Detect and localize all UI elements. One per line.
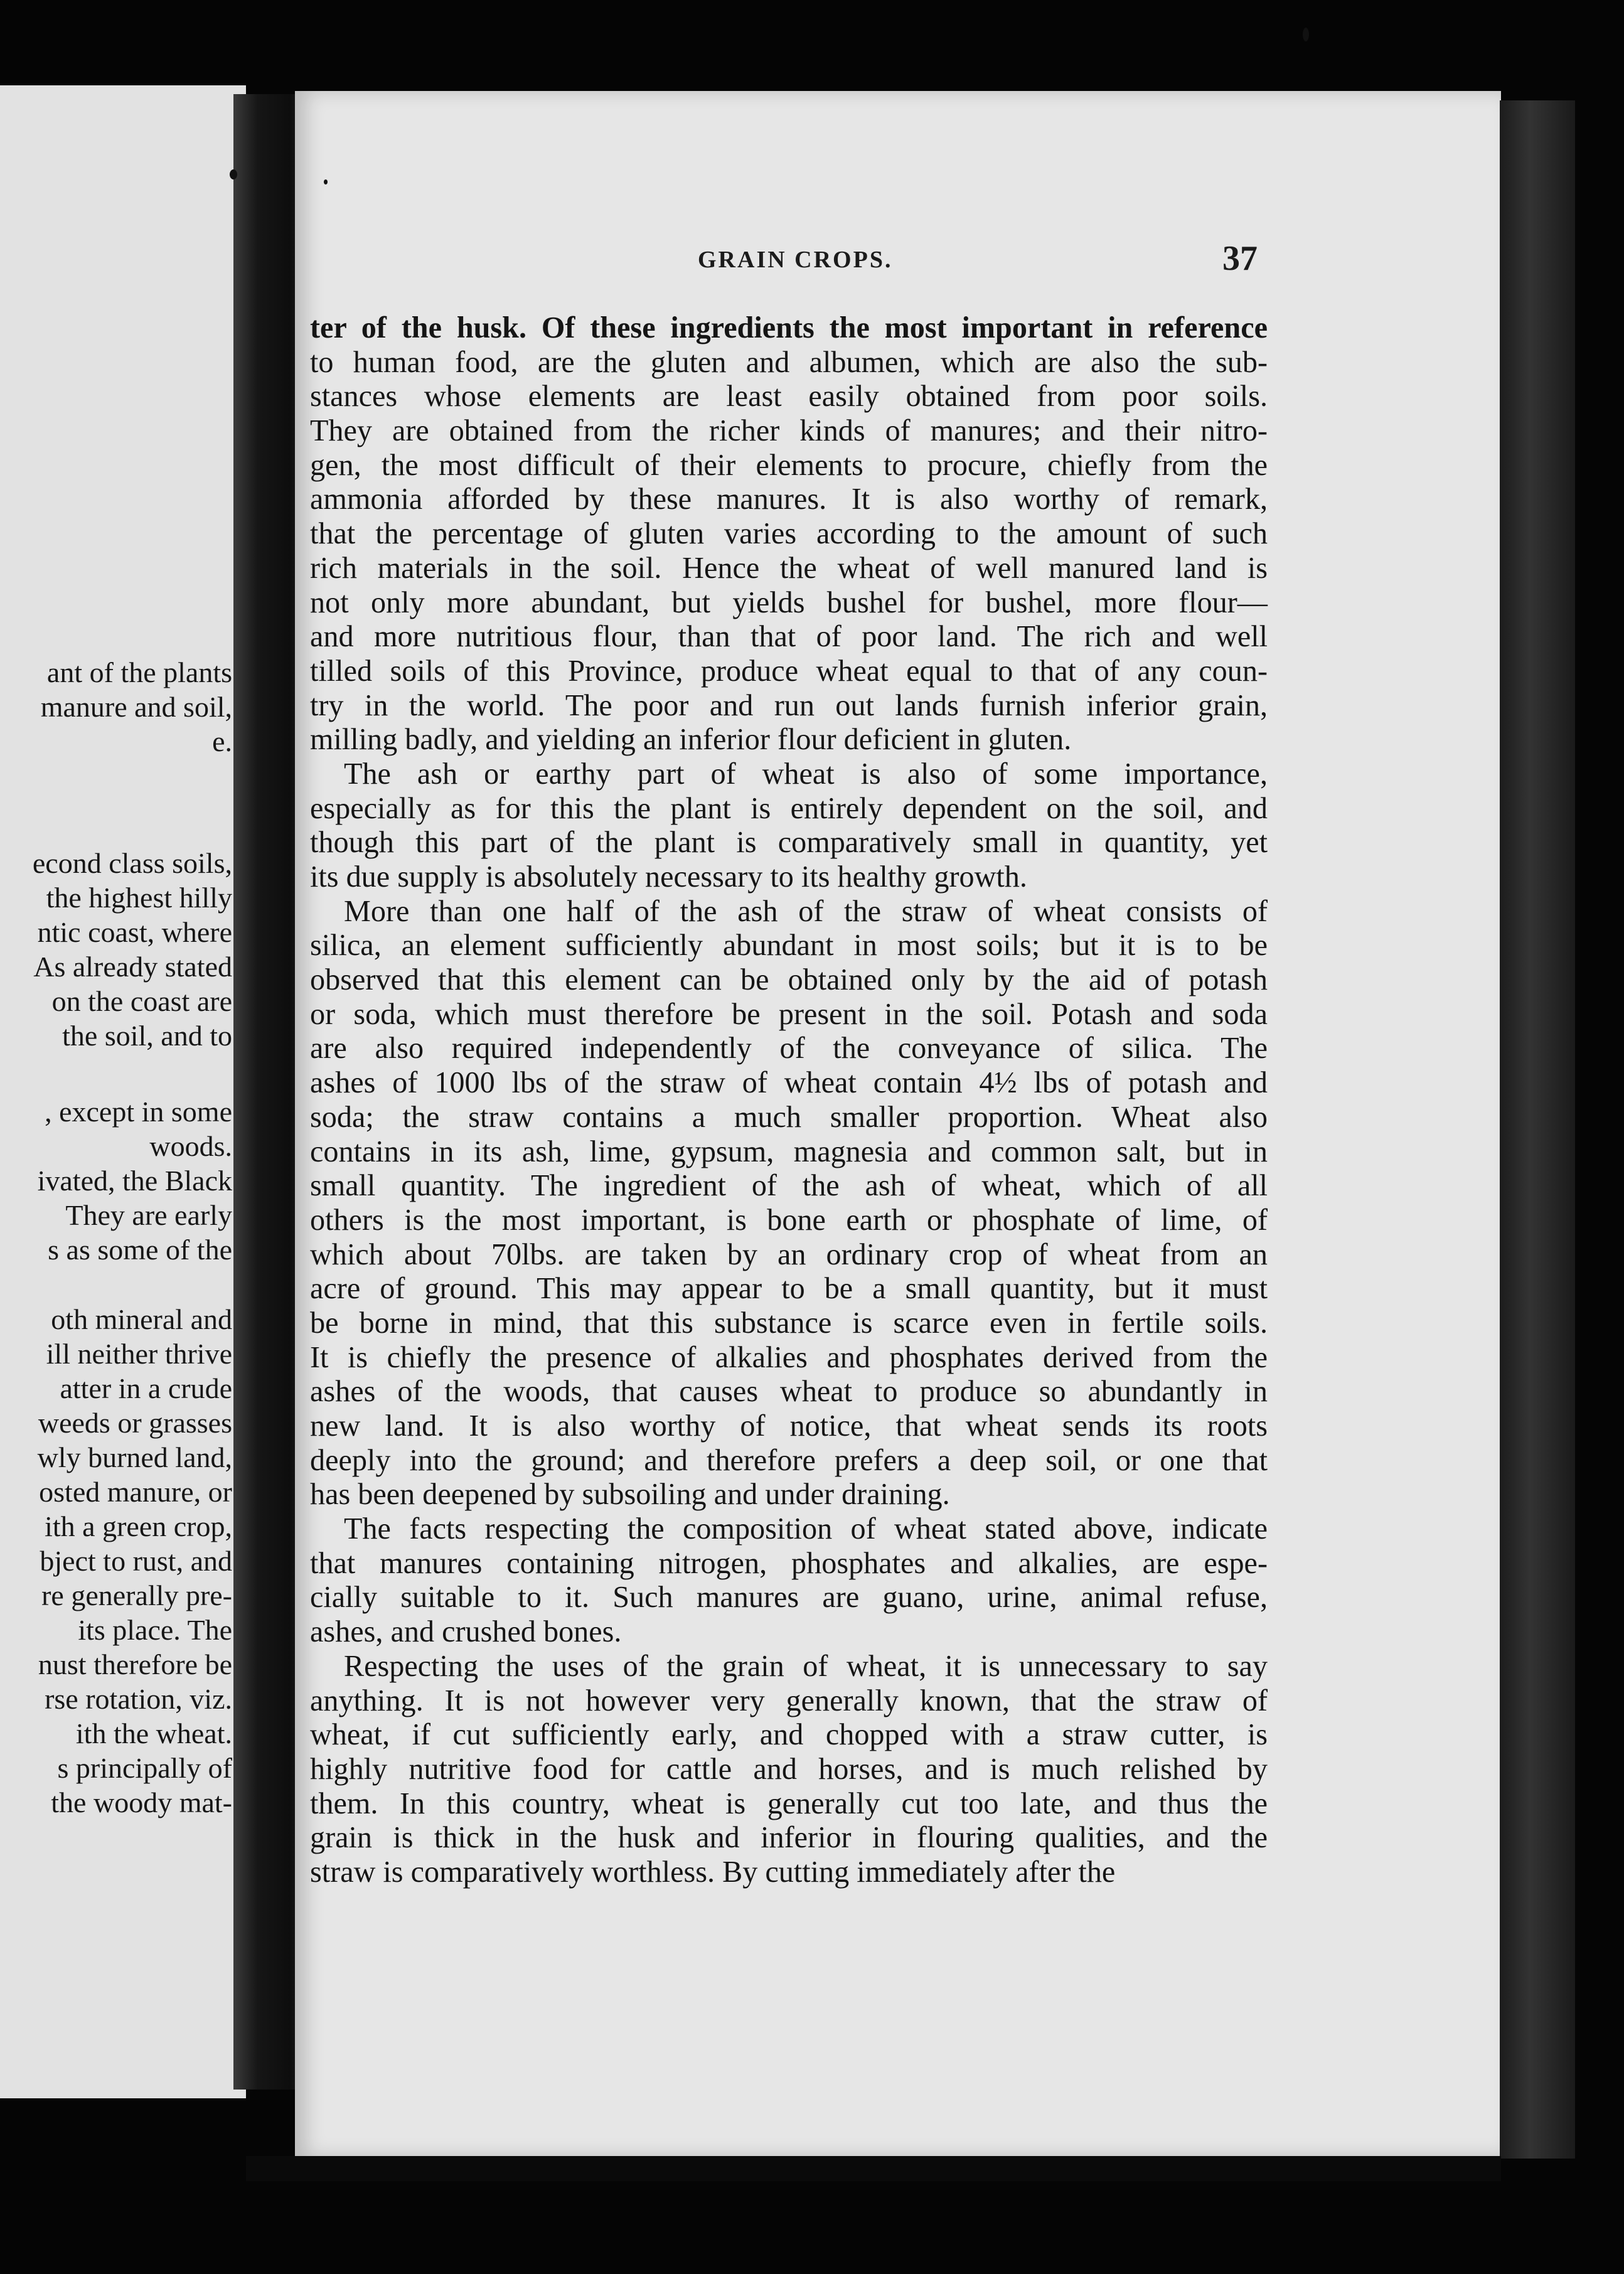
left-page-line: , except in some bbox=[45, 1096, 232, 1128]
left-page-line: nust therefore be bbox=[38, 1648, 232, 1680]
page-number: 37 bbox=[1222, 239, 1258, 278]
left-page bbox=[0, 85, 246, 2098]
left-page-line: bject to rust, and bbox=[40, 1545, 232, 1577]
text-line: contains in its ash, lime, gypsum, magnesia and common salt, but in bbox=[310, 1134, 1268, 1168]
text-line: ashes, and crushed bones. bbox=[310, 1615, 622, 1649]
left-page-line: ivated, the Black bbox=[37, 1165, 232, 1197]
left-page-line: weeds or grasses bbox=[38, 1407, 232, 1439]
running-head: GRAIN CROPS. bbox=[698, 247, 893, 273]
text-line: small quantity. The ingredient of the ash of wheat, which of all bbox=[310, 1169, 1268, 1203]
text-line: try in the world. The poor and run out lands furnish inferior grain, bbox=[310, 688, 1268, 722]
text-line: acre of ground. This may appear to be a small quantity, but it must bbox=[310, 1272, 1268, 1306]
left-page-line: osted manure, or bbox=[39, 1476, 232, 1508]
bottom-shadow bbox=[246, 2156, 1501, 2181]
text-line: ammonia afforded by these manures. It is also worthy of remark, bbox=[310, 483, 1268, 516]
text-line: rich materials in the soil. Hence the wheat of well manured land is bbox=[310, 551, 1268, 585]
text-line: wheat, if cut sufficiently early, and chopped with a straw cutter, is bbox=[310, 1718, 1268, 1752]
text-line: straw is comparatively worthless. By cutting immediately after the bbox=[310, 1855, 1116, 1889]
text-line: ter of the husk. Of these ingredients the most important in reference bbox=[310, 311, 1268, 344]
text-line: deeply into the ground; and therefore prefers a deep soil, or one that bbox=[310, 1443, 1268, 1477]
left-page-line: econd class soils, bbox=[32, 847, 232, 879]
text-line: and more nutritious flour, than that of poor land. The rich and well bbox=[310, 620, 1268, 654]
ink-speck bbox=[230, 169, 237, 179]
text-line: them. In this country, wheat is generally cut too late, and thus the bbox=[310, 1786, 1268, 1820]
left-page-line: on the coast are bbox=[51, 985, 232, 1017]
ink-speck bbox=[324, 179, 328, 184]
left-page-line: its place. The bbox=[78, 1614, 232, 1646]
left-page-line: manure and soil, bbox=[40, 691, 232, 723]
text-line: The ash or earthy part of wheat is also of some importance, bbox=[344, 757, 1268, 791]
text-line: which about 70lbs. are taken by an ordinary crop of wheat from an bbox=[310, 1237, 1268, 1271]
text-line: be borne in mind, that this substance is scarce even in fertile soils. bbox=[310, 1306, 1268, 1340]
text-line: that manures containing nitrogen, phosphates and alkalies, are espe- bbox=[310, 1546, 1268, 1580]
text-line: silica, an element sufficiently abundant in most soils; but it is to be bbox=[310, 929, 1268, 963]
text-line: highly nutritive food for cattle and horses, and is much relished by bbox=[310, 1752, 1268, 1786]
text-line: though this part of the plant is comparatively small in quantity, yet bbox=[310, 826, 1268, 860]
text-line: has been deepened by subsoiling and under draining. bbox=[310, 1478, 950, 1512]
left-page-line: wly burned land, bbox=[37, 1441, 232, 1473]
text-line: its due supply is absolutely necessary to its healthy growth. bbox=[310, 860, 1027, 894]
text-line: ashes of 1000 lbs of the straw of wheat contain 4½ lbs of potash and bbox=[310, 1066, 1268, 1100]
left-page-line: ntic coast, where bbox=[37, 916, 232, 948]
left-page-line: woods. bbox=[149, 1130, 232, 1162]
text-line: They are obtained from the richer kinds of manures; and their nitro- bbox=[310, 414, 1268, 448]
left-page-line: atter in a crude bbox=[60, 1372, 232, 1404]
text-line: More than one half of the ash of the straw of wheat consists of bbox=[344, 894, 1268, 928]
text-line: not only more abundant, but yields bushel for bushel, more flour— bbox=[310, 585, 1268, 619]
text-line: grain is thick in the husk and inferior in flouring qualities, and the bbox=[310, 1821, 1268, 1855]
text-line: anything. It is not however very generally known, that the straw of bbox=[310, 1684, 1268, 1717]
left-page-line: ith a green crop, bbox=[45, 1510, 232, 1542]
left-page-line: ill neither thrive bbox=[46, 1338, 232, 1370]
text-line: observed that this element can be obtained only by the aid of potash bbox=[310, 963, 1268, 997]
text-line: milling badly, and yielding an inferior flour deficient in gluten. bbox=[310, 723, 1072, 757]
left-page-line: They are early bbox=[65, 1199, 232, 1231]
left-page-line: ith the wheat. bbox=[75, 1717, 232, 1749]
left-page-line: s as some of the bbox=[48, 1234, 232, 1266]
page-edge-shadow bbox=[1500, 100, 1575, 2159]
text-line: that the percentage of gluten varies according to the amount of such bbox=[310, 517, 1268, 551]
left-page-line: As already stated bbox=[33, 951, 232, 983]
text-line: gen, the most difficult of their elements to procure, chiefly from the bbox=[310, 448, 1268, 482]
left-page-line: the highest hilly bbox=[46, 882, 232, 914]
text-line: or soda, which must therefore be present in the soil. Potash and soda bbox=[310, 997, 1268, 1031]
left-page-line: ant of the plants bbox=[46, 656, 232, 688]
ink-speck bbox=[1303, 28, 1309, 41]
left-page-line: rse rotation, viz. bbox=[45, 1683, 232, 1715]
text-line: It is chiefly the presence of alkalies and phosphates derived from the bbox=[310, 1340, 1268, 1374]
text-line: to human food, are the gluten and albumen, which are also the sub- bbox=[310, 345, 1268, 379]
text-line: Respecting the uses of the grain of wheat, it is unnecessary to say bbox=[344, 1649, 1268, 1683]
text-line: soda; the straw contains a much smaller proportion. Wheat also bbox=[310, 1100, 1268, 1134]
text-line: cially suitable to it. Such manures are guano, urine, animal refuse, bbox=[310, 1581, 1268, 1615]
text-line: are also required independently of the conveyance of silica. The bbox=[310, 1032, 1268, 1065]
text-line: The facts respecting the composition of wheat stated above, indicate bbox=[344, 1512, 1268, 1546]
left-page-line: re generally pre- bbox=[41, 1579, 232, 1611]
text-line: ashes of the woods, that causes wheat to produce so abundantly in bbox=[310, 1375, 1268, 1409]
text-line: others is the most important, is bone earth or phosphate of lime, of bbox=[310, 1203, 1268, 1237]
left-page-line: e. bbox=[212, 725, 232, 757]
left-page-line: oth mineral and bbox=[51, 1303, 232, 1335]
text-line: tilled soils of this Province, produce wheat equal to that of any coun- bbox=[310, 654, 1268, 688]
left-page-line: the woody mat- bbox=[51, 1786, 232, 1818]
text-line: especially as for this the plant is entirely dependent on the soil, and bbox=[310, 791, 1268, 825]
text-line: stances whose elements are least easily obtained from poor soils. bbox=[310, 380, 1268, 414]
text-line: new land. It is also worthy of notice, that wheat sends its roots bbox=[310, 1409, 1268, 1443]
left-page-line: s principally of bbox=[57, 1752, 232, 1784]
left-page-line: the soil, and to bbox=[62, 1020, 232, 1052]
body-text bbox=[310, 311, 1268, 1890]
